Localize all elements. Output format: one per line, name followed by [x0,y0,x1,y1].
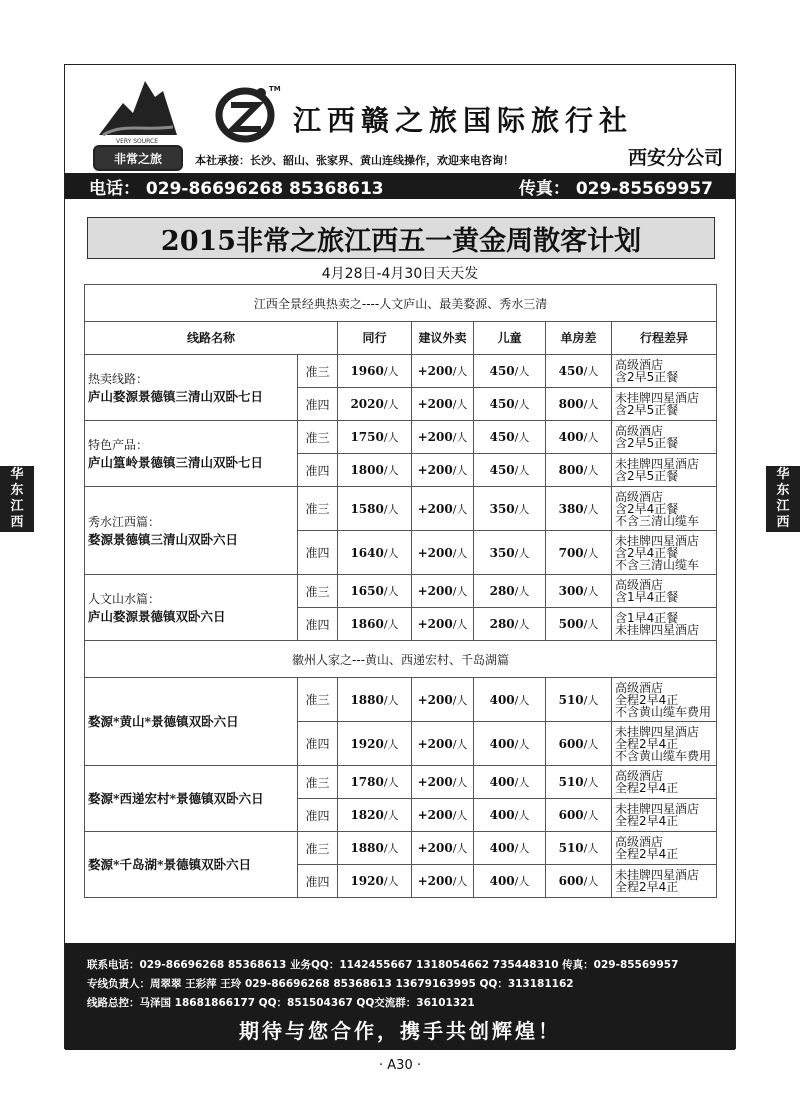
side-tab-char: 华 [776,467,790,482]
route-cell [85,766,298,832]
hotel-standard: 准三 [298,678,338,722]
price-value: 1960 [350,364,384,378]
price-unit: /人 [583,737,599,751]
price-unit: /人 [583,546,599,560]
route-name: 庐山篁岭景德镇三清山双卧七日 [88,454,264,470]
route-category: 热卖线路： [88,371,149,386]
difference-line: 高级酒店 [615,835,664,849]
fax-number: 传真： 029-85569957 [518,178,713,199]
price-retail [412,355,474,388]
price-unit: /人 [383,618,399,631]
header-single: 单房差 [546,322,612,355]
price-unit: /人 [383,809,399,822]
price-peer [338,678,412,722]
itinerary-difference [612,454,717,487]
route-name: 庐山婺源景德镇双卧六日 [88,608,226,624]
price-value: 1920 [350,736,384,751]
route-name: 婺源*千岛湖*景德镇双卧六日 [88,857,252,872]
table-row [85,575,717,608]
price-unit: /人 [383,585,399,598]
difference-line: 未挂牌四星酒店 [615,457,700,471]
header-child: 儿童 [474,322,546,355]
price-value: 1880 [350,841,384,855]
brand-swirl-icon [213,81,283,143]
price-value: 450 [489,364,515,378]
difference-line: 全程2早4正 [615,736,679,751]
price-value: 450 [489,397,515,411]
difference-line: 不含三清山缆车 [615,557,700,572]
phone-number[interactable]: 电话： 029-86696268 85368613 [89,178,384,199]
itinerary-difference [612,531,717,575]
price-value: 350 [489,545,515,560]
price-value: 1580 [350,501,384,516]
price-peer [338,575,412,608]
trademark: TM [269,85,281,93]
price-value: 1640 [350,545,384,560]
side-tab-char: 江 [10,499,24,514]
difference-line: 未挂牌四星酒店 [615,802,700,816]
itinerary-difference [612,832,717,865]
price-value: 350 [489,501,515,516]
price-single [546,355,612,388]
logo-caption: 非常之旅 [93,145,183,171]
header-peer: 同行 [338,322,412,355]
difference-line: 未挂牌四星酒店 [615,623,700,637]
hotel-standard: 准四 [298,722,338,766]
mountain-logo-icon [93,73,181,145]
price-child [474,487,546,531]
hotel-standard: 准三 [298,766,338,799]
price-single [546,487,612,531]
table-row [85,766,717,799]
section-title: 徽州人家之---黄山、西递宏村、千岛湖篇 [85,641,717,678]
price-unit: /人 [514,737,530,751]
price-peer [338,487,412,531]
price-value: 2020 [350,397,384,411]
table-row [85,355,717,388]
price-unit: /人 [583,398,599,411]
company-name: 江西赣之旅国际旅行社 [293,104,634,137]
price-peer [338,832,412,865]
route-category: 特色产品： [88,437,149,452]
price-unit: /人 [452,431,468,444]
price-unit: /人 [452,546,468,560]
price-value: 700 [558,545,584,560]
difference-line: 全程2早4正 [615,692,679,707]
route-cell [85,355,298,421]
plan-title-box [87,217,715,259]
route-cell [85,832,298,898]
side-tab-char: 西 [10,515,24,530]
price-value: +200 [417,545,453,560]
price-unit: /人 [583,842,599,855]
price-value: 510 [558,775,584,789]
price-unit: /人 [514,842,530,855]
difference-line: 高级酒店 [615,489,664,504]
side-tab-char: 东 [10,483,24,498]
price-value: +200 [417,501,453,516]
route-name: 婺源景德镇三清山双卧六日 [88,531,239,547]
price-value: 450 [558,364,584,378]
price-value: 800 [558,397,584,411]
price-unit: /人 [452,875,468,888]
price-value: 600 [558,808,584,822]
itinerary-difference [612,799,717,832]
hotel-standard: 准四 [298,531,338,575]
difference-line: 含2早5正餐 [615,403,679,417]
difference-line: 高级酒店 [615,578,664,592]
price-peer [338,608,412,641]
header-retail: 建议外卖 [412,322,474,355]
price-unit: /人 [452,842,468,855]
price-unit: /人 [583,618,599,631]
difference-line: 含1早4正餐 [615,611,679,625]
price-single [546,766,612,799]
hotel-standard: 准四 [298,865,338,898]
price-unit: /人 [452,776,468,789]
price-retail [412,799,474,832]
price-value: 1860 [350,617,384,631]
price-value: 400 [489,874,515,888]
price-child [474,454,546,487]
table-row [85,421,717,454]
price-value: +200 [417,397,453,411]
price-unit: /人 [514,875,530,888]
price-value: +200 [417,692,453,707]
price-value: 600 [558,874,584,888]
difference-line: 高级酒店 [615,680,664,695]
price-single [546,575,612,608]
price-unit: /人 [452,737,468,751]
price-single [546,388,612,421]
itinerary-difference [612,421,717,454]
hotel-standard: 准三 [298,575,338,608]
price-unit: /人 [383,776,399,789]
price-unit: /人 [514,585,530,598]
price-value: 510 [558,841,584,855]
price-value: +200 [417,841,453,855]
price-value: 400 [489,736,515,751]
route-cell [85,678,298,766]
itinerary-difference [612,766,717,799]
price-value: +200 [417,463,453,477]
section-title-row [85,285,717,322]
logo-mark-text: VERY SOURCE [115,138,159,145]
price-peer [338,722,412,766]
price-unit: /人 [383,842,399,855]
price-retail [412,766,474,799]
price-unit: /人 [383,502,399,516]
price-retail [412,865,474,898]
price-unit: /人 [452,618,468,631]
price-peer [338,799,412,832]
table-row [85,832,717,865]
section-title-row [85,641,717,678]
price-peer [338,766,412,799]
table-row [85,487,717,531]
hotel-standard: 准三 [298,355,338,388]
header [65,65,735,173]
footer-manager-line: 专线负责人：周翠翠 王彩萍 王玲 029-86696268 85368613 13679163995 QQ：313181162 [87,978,574,990]
price-retail [412,531,474,575]
route-category: 秀水江西篇： [88,514,161,529]
footer [65,943,735,1050]
price-value: 380 [558,501,584,516]
price-value: +200 [417,775,453,789]
departure-dates: 4月28日-4月30日天天发 [321,266,479,282]
price-single [546,678,612,722]
price-value: 1750 [350,430,384,444]
table-row [85,678,717,722]
difference-line: 全程2早4正 [615,880,679,894]
plan-title: 2015非常之旅江西五一黄金周散客计划 [160,225,642,257]
route-cell [85,421,298,487]
price-value: 450 [489,463,515,477]
price-unit: /人 [514,398,530,411]
itinerary-difference [612,487,717,531]
price-value: +200 [417,584,453,598]
side-tab-char: 江 [776,499,790,514]
price-value: 800 [558,463,584,477]
difference-line: 未挂牌四星酒店 [615,533,700,548]
price-unit: /人 [514,502,530,516]
price-child [474,575,546,608]
itinerary-difference [612,388,717,421]
price-single [546,832,612,865]
price-value: 510 [558,692,584,707]
hotel-standard: 准三 [298,487,338,531]
price-unit: /人 [452,365,468,378]
price-child [474,355,546,388]
price-unit: /人 [583,776,599,789]
price-value: +200 [417,874,453,888]
price-child [474,766,546,799]
price-value: 1920 [350,874,384,888]
price-child [474,388,546,421]
route-cell [85,487,298,575]
difference-line: 不含黄山缆车费用 [615,748,712,763]
price-table [84,284,717,898]
itinerary-difference [612,722,717,766]
price-value: 280 [489,584,515,598]
difference-line: 含1早4正餐 [615,590,679,604]
route-cell [85,575,298,641]
price-unit: /人 [452,464,468,477]
price-value: +200 [417,430,453,444]
price-value: 400 [489,841,515,855]
difference-line: 高级酒店 [615,358,664,372]
price-unit: /人 [514,365,530,378]
price-unit: /人 [514,809,530,822]
price-unit: /人 [383,546,399,560]
hotel-standard: 准三 [298,421,338,454]
difference-line: 含2早5正餐 [615,370,679,384]
itinerary-difference [612,865,717,898]
slogan: 期待与您合作，携手共创辉煌！ [239,1019,561,1043]
price-retail [412,832,474,865]
price-single [546,608,612,641]
route-name: 婺源*黄山*景德镇双卧六日 [88,714,239,729]
price-value: 400 [489,808,515,822]
price-single [546,722,612,766]
price-retail [412,678,474,722]
footer-control-line: 线路总控：马泽国 18681866177 QQ：851504367 QQ交流群：36101321 [87,997,475,1009]
price-child [474,799,546,832]
price-retail [412,487,474,531]
contact-bar [65,173,735,199]
side-tab-char: 西 [776,515,790,530]
price-peer [338,388,412,421]
page-number: · A30 · [379,1058,421,1073]
price-retail [412,608,474,641]
price-unit: /人 [514,776,530,789]
price-value: 400 [489,692,515,707]
hotel-standard: 准四 [298,608,338,641]
difference-line: 含2早4正餐 [615,545,679,560]
price-value: +200 [417,736,453,751]
price-unit: /人 [452,502,468,516]
itinerary-difference [612,678,717,722]
price-value: 450 [489,430,515,444]
price-unit: /人 [383,464,399,477]
price-retail [412,454,474,487]
price-unit: /人 [514,546,530,560]
route-name: 庐山婺源景德镇三清山双卧七日 [88,388,264,404]
price-unit: /人 [514,464,530,477]
difference-line: 未挂牌四星酒店 [615,724,700,739]
price-unit: /人 [452,398,468,411]
price-single [546,865,612,898]
price-retail [412,388,474,421]
branch-name: 西安分公司 [627,147,723,169]
price-child [474,421,546,454]
difference-line: 含2早4正餐 [615,501,679,516]
price-unit: /人 [452,809,468,822]
service-note: 本社承接：长沙、韶山、张家界、黄山连线操作，欢迎来电咨询！ [195,154,514,167]
price-unit: /人 [383,431,399,444]
price-value: 1820 [350,808,384,822]
price-unit: /人 [383,693,399,707]
price-unit: /人 [514,618,530,631]
difference-line: 未挂牌四星酒店 [615,868,700,882]
price-unit: /人 [583,502,599,516]
price-value: 1800 [350,463,384,477]
price-unit: /人 [383,875,399,888]
side-tab-left [0,466,34,532]
price-unit: /人 [452,693,468,707]
side-tab-char: 华 [10,467,24,482]
price-value: 500 [558,617,584,631]
price-unit: /人 [583,365,599,378]
price-value: 1650 [350,584,384,598]
price-unit: /人 [452,585,468,598]
hotel-standard: 准四 [298,799,338,832]
price-unit: /人 [383,365,399,378]
route-category: 人文山水篇： [88,591,161,606]
price-unit: /人 [383,737,399,751]
header-diff: 行程差异 [612,322,717,355]
logo [93,73,181,169]
price-value: +200 [417,617,453,631]
price-unit: /人 [583,431,599,444]
flyer-frame [64,64,736,1049]
price-child [474,722,546,766]
price-child [474,832,546,865]
price-value: 1880 [350,692,384,707]
difference-line: 含2早5正餐 [615,436,679,450]
difference-line: 不含三清山缆车 [615,513,700,528]
hotel-standard: 准三 [298,832,338,865]
difference-line: 高级酒店 [615,769,664,783]
price-unit: /人 [383,398,399,411]
footer-contact-line: 联系电话：029-86696268 85368613 业务QQ：1142455667 1318054662 735448310 传真：029-85569957 [87,959,679,971]
price-child [474,531,546,575]
difference-line: 全程2早4正 [615,814,679,828]
difference-line: 未挂牌四星酒店 [615,391,700,405]
itinerary-difference [612,355,717,388]
price-value: 280 [489,617,515,631]
price-unit: /人 [583,809,599,822]
price-unit: /人 [514,431,530,444]
price-value: 400 [489,775,515,789]
price-single [546,454,612,487]
price-unit: /人 [583,875,599,888]
price-peer [338,454,412,487]
side-tab-char: 东 [776,483,790,498]
price-value: 400 [558,430,584,444]
price-value: 600 [558,736,584,751]
difference-line: 不含黄山缆车费用 [615,704,712,719]
price-child [474,678,546,722]
price-peer [338,865,412,898]
price-value: +200 [417,364,453,378]
hotel-standard: 准四 [298,454,338,487]
difference-line: 全程2早4正 [615,781,679,795]
table-header-row [85,322,717,355]
price-child [474,608,546,641]
hotel-standard: 准四 [298,388,338,421]
difference-line: 高级酒店 [615,424,664,438]
price-peer [338,355,412,388]
price-unit: /人 [514,693,530,707]
price-single [546,799,612,832]
route-name: 婺源*西递宏村*景德镇双卧六日 [88,791,264,806]
price-retail [412,575,474,608]
itinerary-difference [612,608,717,641]
price-value: +200 [417,808,453,822]
price-single [546,421,612,454]
difference-line: 含2早5正餐 [615,469,679,483]
price-value: 300 [558,584,584,598]
price-retail [412,722,474,766]
section-title: 江西全景经典热卖之----人文庐山、最美婺源、秀水三清 [85,285,717,322]
price-unit: /人 [583,693,599,707]
price-retail [412,421,474,454]
price-child [474,865,546,898]
price-value: 1780 [350,775,384,789]
difference-line: 全程2早4正 [615,847,679,861]
itinerary-difference [612,575,717,608]
price-single [546,531,612,575]
price-unit: /人 [583,585,599,598]
header-route: 线路名称 [85,322,338,355]
price-peer [338,531,412,575]
price-peer [338,421,412,454]
price-unit: /人 [583,464,599,477]
side-tab-right [766,466,800,532]
